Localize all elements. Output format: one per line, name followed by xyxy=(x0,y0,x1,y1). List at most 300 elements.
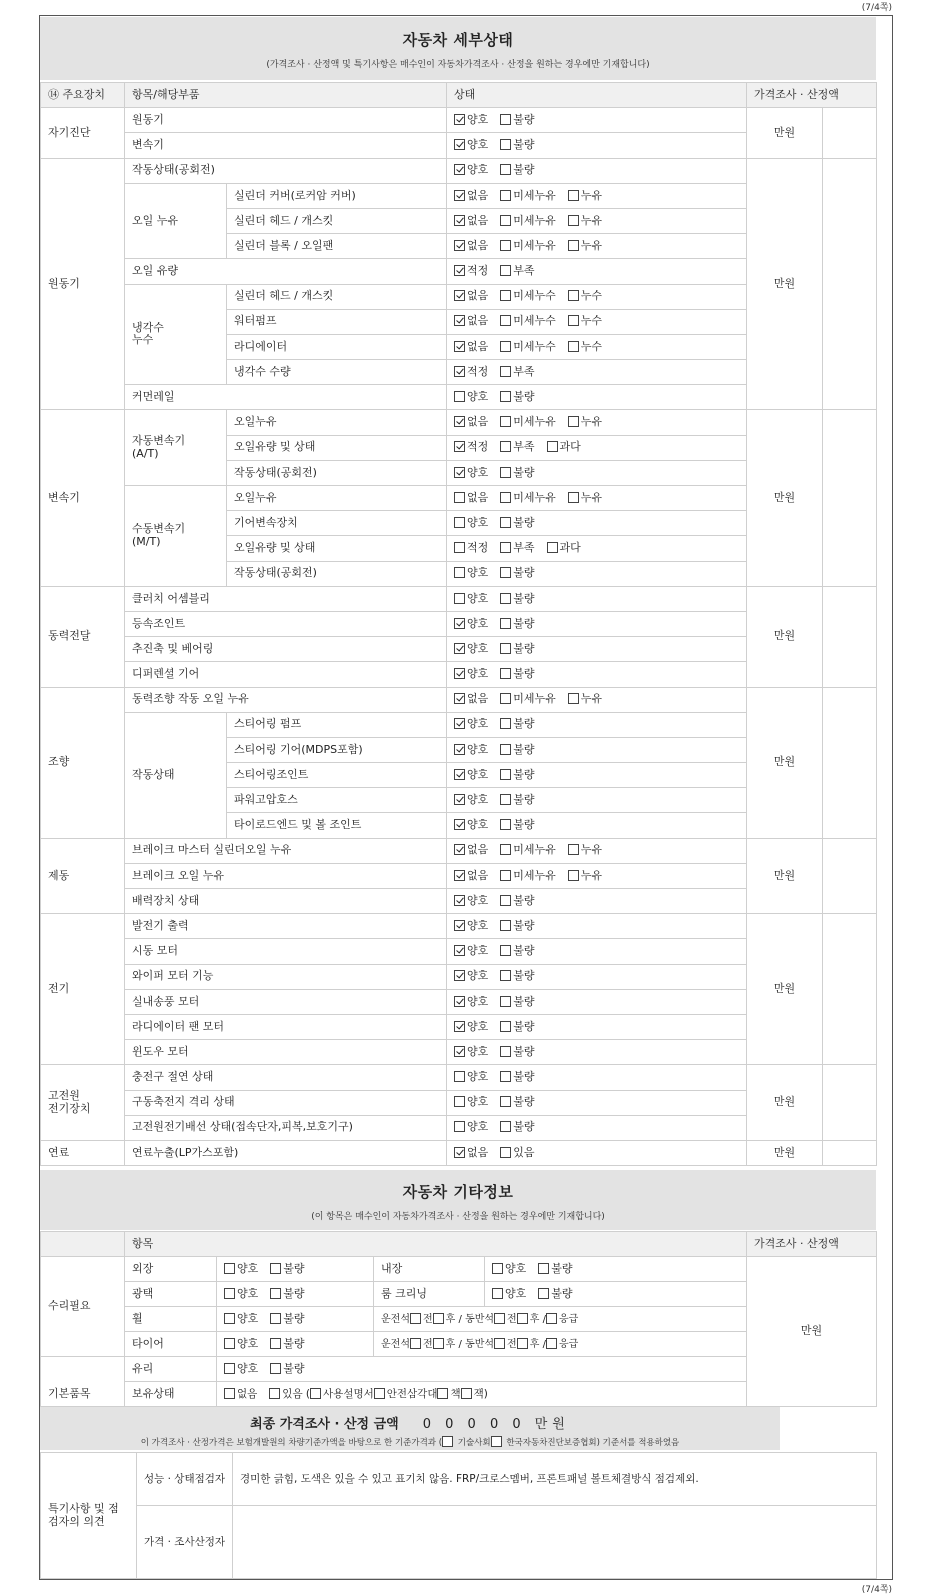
option-label: 부족 xyxy=(513,541,535,555)
state-option xyxy=(454,416,488,429)
state-cell xyxy=(447,687,747,712)
checkbox[interactable] xyxy=(410,1338,421,1349)
option-label: 누유 xyxy=(580,868,603,882)
price-input[interactable] xyxy=(823,914,877,1065)
state-option xyxy=(454,1147,488,1160)
option-label: 있음 xyxy=(513,1145,535,1159)
item-label: 작동상태(공회전) xyxy=(227,460,447,485)
checkbox[interactable] xyxy=(500,718,511,729)
state-option xyxy=(500,1071,534,1084)
checkbox[interactable] xyxy=(500,844,511,855)
state-option xyxy=(568,416,602,429)
state-cell xyxy=(447,234,747,259)
option-label: 양호 xyxy=(467,390,489,404)
state-option xyxy=(500,567,534,580)
checked-checkbox[interactable] xyxy=(454,870,465,881)
item-label: 클러치 어셈블리 xyxy=(125,586,447,611)
checkbox[interactable] xyxy=(270,1313,281,1324)
checkbox[interactable] xyxy=(224,1338,235,1349)
option-label: 불량 xyxy=(513,616,535,630)
checkbox[interactable] xyxy=(568,290,579,301)
state-option xyxy=(454,970,488,983)
cleaning-state: 양호 불량 xyxy=(485,1282,747,1307)
checked-checkbox[interactable] xyxy=(454,190,465,201)
option-label: 양호 xyxy=(467,1095,489,1109)
checkbox[interactable] xyxy=(547,542,558,553)
checkbox[interactable] xyxy=(454,593,465,604)
item-label: 작동상태(공회전) xyxy=(227,561,447,586)
item-label: 파워고압호스 xyxy=(227,788,447,813)
checked-checkbox[interactable] xyxy=(454,970,465,981)
state-option xyxy=(454,593,488,606)
checkbox[interactable] xyxy=(270,1363,281,1374)
checkbox[interactable] xyxy=(500,441,511,452)
item-label: 추진축 및 베어링 xyxy=(125,637,447,662)
price-unit: 만원 xyxy=(747,687,823,838)
checkbox[interactable] xyxy=(454,517,465,528)
checkbox[interactable] xyxy=(500,517,511,528)
checkbox[interactable] xyxy=(270,1338,281,1349)
item-label: 오일유량 및 상태 xyxy=(227,536,447,561)
checked-checkbox[interactable] xyxy=(454,668,465,679)
option-label: 양호 xyxy=(467,767,489,781)
state-option xyxy=(454,643,488,656)
price-input[interactable] xyxy=(823,108,877,158)
state-option xyxy=(454,341,488,354)
checked-checkbox[interactable] xyxy=(454,744,465,755)
checked-checkbox[interactable] xyxy=(454,895,465,906)
checked-checkbox[interactable] xyxy=(454,794,465,805)
detail-head-device: ⑭ 주요장치 xyxy=(41,83,125,108)
checkbox[interactable] xyxy=(270,1288,281,1299)
state-option xyxy=(454,517,488,530)
checkbox[interactable] xyxy=(454,1071,465,1082)
checkbox[interactable] xyxy=(538,1263,549,1274)
state-option xyxy=(500,315,556,328)
state-option xyxy=(454,920,488,933)
state-option xyxy=(500,114,534,127)
state-option xyxy=(500,1021,534,1034)
state-cell xyxy=(447,662,747,687)
checkbox[interactable] xyxy=(500,819,511,830)
state-cell xyxy=(447,1115,747,1140)
state-option xyxy=(454,1096,488,1109)
item-label: 디퍼렌셜 기어 xyxy=(125,662,447,687)
checkbox[interactable] xyxy=(437,1388,448,1399)
state-option xyxy=(547,542,581,555)
state-cell xyxy=(447,108,747,133)
checked-checkbox[interactable] xyxy=(454,920,465,931)
state-cell xyxy=(447,435,747,460)
option-label: 양호 xyxy=(467,1070,489,1084)
checkbox[interactable] xyxy=(500,769,511,780)
extra-head-item: 항목 xyxy=(125,1232,747,1257)
checkbox[interactable] xyxy=(500,366,511,377)
state-option xyxy=(500,467,534,480)
checkbox[interactable] xyxy=(500,164,511,175)
detail-head-state: 상태 xyxy=(447,83,747,108)
checkbox[interactable] xyxy=(500,1147,511,1158)
checkbox[interactable] xyxy=(568,844,579,855)
checkbox[interactable] xyxy=(500,1021,511,1032)
option-label: 양호 xyxy=(467,566,489,580)
checkbox[interactable] xyxy=(568,190,579,201)
state-option xyxy=(568,215,602,228)
state-option xyxy=(500,341,556,354)
state-option xyxy=(454,139,488,152)
state-option xyxy=(500,996,534,1009)
checkbox[interactable] xyxy=(500,114,511,125)
state-option xyxy=(500,945,534,958)
checkbox[interactable] xyxy=(500,290,511,301)
remarks-price-text[interactable] xyxy=(233,1506,877,1579)
option-label: 불량 xyxy=(513,138,535,152)
option-label: 양호 xyxy=(467,616,489,630)
checkbox[interactable] xyxy=(454,542,465,553)
option-label: 없음 xyxy=(467,1145,489,1159)
checkbox[interactable] xyxy=(568,215,579,226)
checkbox[interactable] xyxy=(433,1338,444,1349)
state-option xyxy=(454,441,488,454)
detail-table xyxy=(40,82,877,1166)
option-label: 양호 xyxy=(467,918,489,932)
checkbox[interactable] xyxy=(500,593,511,604)
state-cell xyxy=(447,133,747,158)
state-option xyxy=(568,290,602,303)
checkbox[interactable] xyxy=(547,441,558,452)
checkbox[interactable] xyxy=(500,1096,511,1107)
checkbox[interactable] xyxy=(568,693,579,704)
state-option xyxy=(454,240,488,253)
checked-checkbox[interactable] xyxy=(454,290,465,301)
checkbox[interactable] xyxy=(270,1263,281,1274)
checkbox[interactable] xyxy=(224,1388,235,1399)
checkbox[interactable] xyxy=(500,341,511,352)
state-option xyxy=(500,744,534,757)
price-input[interactable] xyxy=(823,1065,877,1141)
checkbox[interactable] xyxy=(500,1121,511,1132)
extra-price: 만원 xyxy=(747,1257,877,1407)
option-label: 불량 xyxy=(513,1044,535,1058)
option-label: 누수 xyxy=(580,339,603,353)
checked-checkbox[interactable] xyxy=(454,164,465,175)
checkbox[interactable] xyxy=(500,139,511,150)
state-option xyxy=(454,1046,488,1059)
item-glass: 유리 xyxy=(125,1357,217,1382)
state-option xyxy=(454,769,488,782)
state-option xyxy=(500,593,534,606)
checkbox[interactable] xyxy=(500,567,511,578)
checkbox[interactable] xyxy=(500,492,511,503)
checked-checkbox[interactable] xyxy=(454,693,465,704)
checkbox[interactable] xyxy=(500,794,511,805)
option-label: 적정 xyxy=(467,440,489,454)
state-option xyxy=(454,391,488,404)
checkbox[interactable] xyxy=(492,1288,503,1299)
checkbox[interactable] xyxy=(500,618,511,629)
checkbox[interactable] xyxy=(433,1313,444,1324)
subgroup-mt: 수동변속기 (M/T) xyxy=(125,486,227,587)
checkbox[interactable] xyxy=(568,870,579,881)
option-label: 적정 xyxy=(467,364,489,378)
checkbox[interactable] xyxy=(492,1263,503,1274)
wheel-positions: 운전석 전 후 / 동반석 전 후 / 응급 xyxy=(374,1307,747,1332)
state-option xyxy=(500,441,534,454)
checkbox[interactable] xyxy=(454,391,465,402)
remarks-table xyxy=(40,1452,877,1579)
checkbox[interactable] xyxy=(500,668,511,679)
state-cell xyxy=(447,838,747,863)
state-option xyxy=(547,441,581,454)
option-label: 누유 xyxy=(580,188,603,202)
checkbox[interactable] xyxy=(500,240,511,251)
checkbox[interactable] xyxy=(500,970,511,981)
item-label: 오일 유량 xyxy=(125,259,447,284)
subgroup-steer_op: 작동상태 xyxy=(125,712,227,838)
option-label: 불량 xyxy=(513,515,535,529)
checkbox[interactable] xyxy=(224,1288,235,1299)
state-cell xyxy=(447,637,747,662)
group-engine: 원동기 xyxy=(41,158,125,410)
option-label: 미세누수 xyxy=(513,314,556,328)
option-label: 양호 xyxy=(467,138,489,152)
checkbox[interactable] xyxy=(500,467,511,478)
state-cell xyxy=(447,712,747,737)
option-label: 불량 xyxy=(513,1120,535,1134)
checked-checkbox[interactable] xyxy=(454,341,465,352)
checked-checkbox[interactable] xyxy=(454,240,465,251)
state-option xyxy=(500,668,534,681)
checked-checkbox[interactable] xyxy=(454,996,465,1007)
state-cell xyxy=(447,586,747,611)
item-label: 충전구 절연 상태 xyxy=(125,1065,447,1090)
checked-checkbox[interactable] xyxy=(454,139,465,150)
checkbox[interactable] xyxy=(538,1288,549,1299)
checkbox[interactable] xyxy=(224,1363,235,1374)
checkbox[interactable] xyxy=(500,920,511,931)
option-label: 미세누유 xyxy=(513,213,556,227)
checked-checkbox[interactable] xyxy=(454,315,465,326)
checkbox[interactable] xyxy=(310,1388,321,1399)
checked-checkbox[interactable] xyxy=(454,215,465,226)
checked-checkbox[interactable] xyxy=(454,441,465,452)
option-label: 불량 xyxy=(513,566,535,580)
group-hv: 고전원 전기장치 xyxy=(41,1065,125,1141)
option-label: 불량 xyxy=(513,893,535,907)
price-unit: 만원 xyxy=(747,1140,823,1165)
item-owned: 보유상태 xyxy=(125,1382,217,1407)
table-row xyxy=(41,1065,877,1090)
checkbox[interactable] xyxy=(500,996,511,1007)
option-label: 양호 xyxy=(467,1019,489,1033)
item-label: 변속기 xyxy=(125,133,447,158)
checkbox[interactable] xyxy=(500,693,511,704)
state-cell xyxy=(447,737,747,762)
state-option xyxy=(500,794,534,807)
checked-checkbox[interactable] xyxy=(454,618,465,629)
state-option xyxy=(454,290,488,303)
state-option xyxy=(454,945,488,958)
option-label: 양호 xyxy=(467,818,489,832)
state-option xyxy=(500,190,556,203)
glass-state: 양호 불량 xyxy=(217,1357,747,1382)
checkbox[interactable] xyxy=(454,492,465,503)
state-option xyxy=(568,240,602,253)
checkbox[interactable] xyxy=(500,215,511,226)
extra-head-price: 가격조사 · 산정액 xyxy=(747,1232,877,1257)
item-label: 브레이크 오일 누유 xyxy=(125,863,447,888)
option-label: 불량 xyxy=(513,465,535,479)
price-input[interactable] xyxy=(823,1140,877,1165)
checkbox[interactable] xyxy=(568,416,579,427)
checked-checkbox[interactable] xyxy=(454,114,465,125)
tire-positions: 운전석 전 후 / 동반석 전 후 / 응급 xyxy=(374,1332,747,1357)
checkbox[interactable] xyxy=(454,567,465,578)
checkbox[interactable] xyxy=(454,1096,465,1107)
price-input[interactable] xyxy=(823,158,877,410)
state-option xyxy=(500,618,534,631)
group-elec: 전기 xyxy=(41,914,125,1065)
item-label: 오일누유 xyxy=(227,486,447,511)
checkbox[interactable] xyxy=(374,1388,385,1399)
checked-checkbox[interactable] xyxy=(454,467,465,478)
table-row xyxy=(41,108,877,133)
option-label: 미세누수 xyxy=(513,289,556,303)
option-label: 불량 xyxy=(513,994,535,1008)
checkbox[interactable] xyxy=(500,265,511,276)
checkbox[interactable] xyxy=(224,1263,235,1274)
checkbox[interactable] xyxy=(517,1313,528,1324)
state-option xyxy=(568,190,602,203)
detail-head-price: 가격조사 · 산정액 xyxy=(747,83,877,108)
checkbox[interactable] xyxy=(517,1338,528,1349)
checkbox[interactable] xyxy=(500,315,511,326)
final-note: 이 가격조사 · 산정가격은 보험개발원의 차량기준가액을 바탕으로 한 기준가격과 ( 기술사회 한국자동차진단보증협회) 기준서를 적용하였음 xyxy=(140,1438,680,1448)
item-label: 등속조인트 xyxy=(125,611,447,636)
price-input[interactable] xyxy=(823,586,877,687)
item-label: 워터펌프 xyxy=(227,309,447,334)
price-input[interactable] xyxy=(823,687,877,838)
state-option xyxy=(500,391,534,404)
option-label: 불량 xyxy=(513,793,535,807)
option-label: 불량 xyxy=(513,390,535,404)
state-option xyxy=(500,970,534,983)
checkbox[interactable] xyxy=(269,1388,280,1399)
checked-checkbox[interactable] xyxy=(454,1147,465,1158)
option-label: 양호 xyxy=(467,1120,489,1134)
option-label: 없음 xyxy=(467,339,489,353)
state-option xyxy=(454,492,488,505)
checked-checkbox[interactable] xyxy=(454,1046,465,1057)
state-cell xyxy=(447,536,747,561)
state-cell xyxy=(447,611,747,636)
checkbox[interactable] xyxy=(500,744,511,755)
checked-checkbox[interactable] xyxy=(454,819,465,830)
checked-checkbox[interactable] xyxy=(454,769,465,780)
price-input[interactable] xyxy=(823,410,877,586)
state-cell xyxy=(447,259,747,284)
checkbox[interactable] xyxy=(500,870,511,881)
state-cell xyxy=(447,385,747,410)
state-option xyxy=(500,693,556,706)
checked-checkbox[interactable] xyxy=(454,265,465,276)
checkbox[interactable] xyxy=(494,1338,505,1349)
checked-checkbox[interactable] xyxy=(454,416,465,427)
polish-state: 양호 불량 xyxy=(217,1282,374,1307)
checkbox[interactable] xyxy=(500,1046,511,1057)
checkbox[interactable] xyxy=(568,315,579,326)
option-label: 미세누유 xyxy=(513,188,556,202)
checkbox[interactable] xyxy=(546,1313,557,1324)
checkbox[interactable] xyxy=(568,341,579,352)
checkbox[interactable] xyxy=(500,643,511,654)
option-label: 누유 xyxy=(580,213,603,227)
checkbox[interactable] xyxy=(500,542,511,553)
state-option xyxy=(568,315,602,328)
option-label: 양호 xyxy=(467,1044,489,1058)
state-option xyxy=(454,693,488,706)
checkbox[interactable] xyxy=(500,1071,511,1082)
checkbox[interactable] xyxy=(442,1436,453,1447)
checkbox[interactable] xyxy=(546,1338,557,1349)
checkbox[interactable] xyxy=(461,1388,472,1399)
checkbox[interactable] xyxy=(568,240,579,251)
group-fuel: 연료 xyxy=(41,1140,125,1165)
state-cell xyxy=(447,183,747,208)
state-option xyxy=(500,416,556,429)
state-option xyxy=(454,668,488,681)
checkbox[interactable] xyxy=(491,1436,502,1447)
state-option xyxy=(500,164,534,177)
state-option xyxy=(454,1121,488,1134)
checkbox[interactable] xyxy=(568,492,579,503)
state-option xyxy=(454,618,488,631)
state-option xyxy=(500,240,556,253)
checkbox[interactable] xyxy=(410,1313,421,1324)
option-label: 불량 xyxy=(513,1070,535,1084)
checkbox[interactable] xyxy=(494,1313,505,1324)
checkbox[interactable] xyxy=(500,895,511,906)
remarks-perf-text[interactable]: 경미한 긁힘, 도색은 있을 수 있고 표기치 않음. FRP/크로스멤버, 프론트패널 볼트체결방식 점검제외. xyxy=(233,1453,877,1506)
price-input[interactable] xyxy=(823,838,877,914)
checkbox[interactable] xyxy=(500,190,511,201)
checkbox[interactable] xyxy=(500,945,511,956)
checkbox[interactable] xyxy=(224,1313,235,1324)
checked-checkbox[interactable] xyxy=(454,718,465,729)
checkbox[interactable] xyxy=(500,391,511,402)
item-cleaning: 룸 크리닝 xyxy=(374,1282,485,1307)
state-cell xyxy=(447,889,747,914)
checked-checkbox[interactable] xyxy=(454,643,465,654)
checked-checkbox[interactable] xyxy=(454,844,465,855)
option-label: 불량 xyxy=(513,667,535,681)
option-label: 양호 xyxy=(467,893,489,907)
extra-title: 자동차 기타정보 xyxy=(402,1183,514,1201)
option-label: 미세누유 xyxy=(513,843,556,857)
option-label: 양호 xyxy=(467,163,489,177)
checkbox[interactable] xyxy=(500,416,511,427)
checked-checkbox[interactable] xyxy=(454,945,465,956)
item-label: 실린더 헤드 / 개스킷 xyxy=(227,284,447,309)
checked-checkbox[interactable] xyxy=(454,366,465,377)
extra-header xyxy=(40,1170,876,1230)
state-option xyxy=(568,492,602,505)
state-option xyxy=(500,1121,534,1134)
checkbox[interactable] xyxy=(454,1121,465,1132)
option-label: 미세누유 xyxy=(513,692,556,706)
checked-checkbox[interactable] xyxy=(454,1021,465,1032)
option-label: 미세누유 xyxy=(513,868,556,882)
